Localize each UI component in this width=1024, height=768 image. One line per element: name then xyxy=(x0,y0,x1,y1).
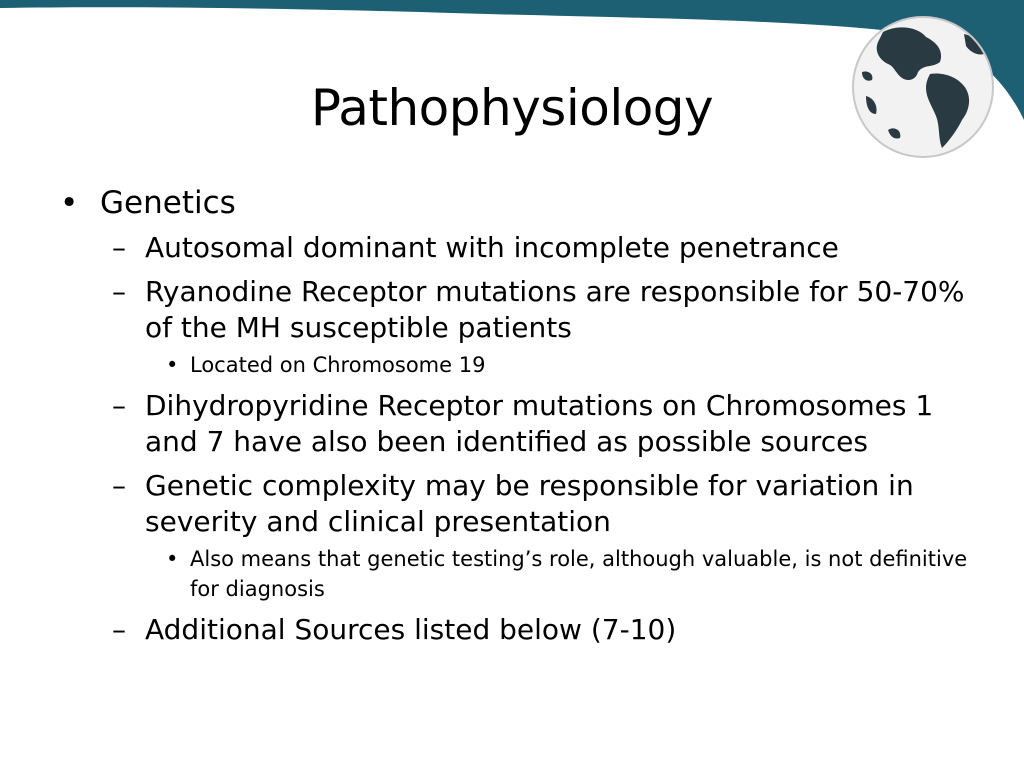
bullet-text: Located on Chromosome 19 xyxy=(190,353,486,377)
bullet-level3 xyxy=(60,350,990,380)
bullet-level2 xyxy=(60,612,990,648)
bullet-level2 xyxy=(60,388,990,460)
bullet-text: Autosomal dominant with incomplete penetrance xyxy=(145,231,839,264)
bullet-marker: • xyxy=(166,353,179,377)
bullet-level3 xyxy=(60,544,990,604)
bullet-list xyxy=(60,184,990,648)
bullet-text: Also means that genetic testing’s role, although valuable, is not definitive for diagnosis xyxy=(190,547,968,601)
bullet-marker: • xyxy=(166,547,179,571)
bullet-text: Additional Sources listed below (7-10) xyxy=(145,613,677,646)
dash-marker: – xyxy=(112,389,126,422)
bullet-marker: • xyxy=(60,185,79,221)
bullet-level1 xyxy=(60,184,990,222)
dash-marker: – xyxy=(112,231,126,264)
bullet-text: Ryanodine Receptor mutations are responsible for 50-70% of the MH susceptible patients xyxy=(145,275,965,344)
dash-marker: – xyxy=(112,469,126,502)
bullet-text: Dihydropyridine Receptor mutations on Chromosomes 1 and 7 have also been identified as possible sources xyxy=(145,389,934,458)
bullet-text: Genetic complexity may be responsible for variation in severity and clinical presentation xyxy=(145,469,914,538)
bullet-level2 xyxy=(60,230,990,266)
dash-marker: – xyxy=(112,613,126,646)
bullet-text: Genetics xyxy=(100,185,236,221)
bullet-level2 xyxy=(60,274,990,346)
dash-marker: – xyxy=(112,275,126,308)
slide-title: Pathophysiology xyxy=(310,79,714,137)
bullet-level2 xyxy=(60,468,990,540)
